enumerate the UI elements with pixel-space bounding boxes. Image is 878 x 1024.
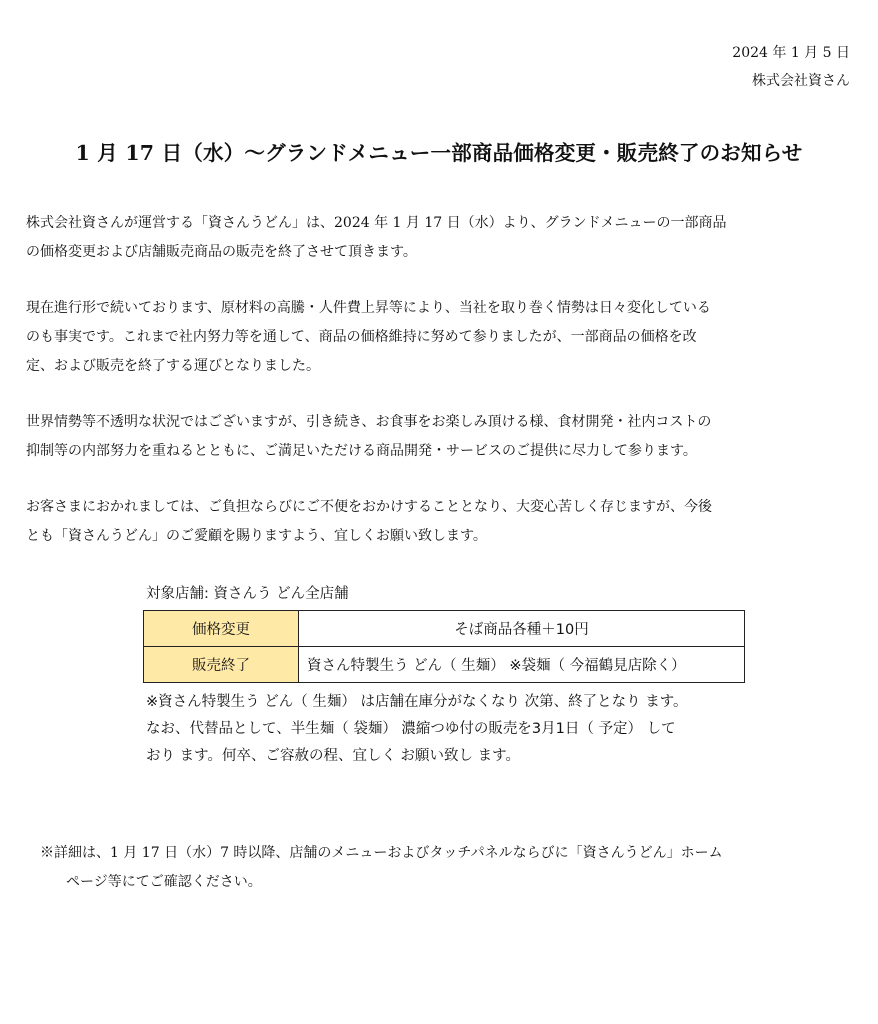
document-date: 2024 年 1 月 5 日 [732,45,850,61]
target-stores: 対象店舗: 資さんう どん全店舗 [146,586,349,602]
detail-line: ページ等にてご確認ください。 [66,874,262,890]
page-title: 1 月 17 日（水）～グランドメニュー一部商品価格変更・販売終了のお知らせ [75,141,803,165]
paragraph-line: 現在進行形で続いております、原材料の高騰・人件費上昇等により、当社を取り巻く情勢は日々変化している [26,300,711,316]
note-line: ※資さん特製生う どん（ 生麺） は店舗在庫分がなくなり 次第、終了となり ます。 [146,694,688,710]
note-line: おり ます。何卒、ご容赦の程、宜しく お願い致し ます。 [146,748,521,764]
detail-note [40,839,723,897]
paragraph-effort [26,408,852,466]
table-row [144,647,745,683]
paragraph-line: 抑制等の内部努力を重ねるとともに、ご満足いただける商品開発・サービスのご提供に尽力して参ります。 [26,443,697,459]
paragraph-intro [26,209,852,267]
paragraph-line: お客さまにおかれましては、ご負担ならびにご不便をおかけすることとなり、大変心苦しく存じますが、今後 [26,499,712,515]
company-name: 株式会社資さん [752,73,850,89]
table-value-cell: そば商品各種＋10円 [299,611,745,647]
note-line: なお、代替品として、半生麺（ 袋麺） 濃縮つゆ付の販売を3月1日（ 予定） して [146,721,676,737]
paragraph-line: の価格変更および店舗販売商品の販売を終了させて頂きます。 [26,244,417,260]
table-value-cell: 資さん特製生う どん（ 生麺） ※袋麺（ 今福鶴見店除く） [299,647,745,683]
paragraph-apology [26,493,852,551]
changes-table [143,610,745,683]
paragraph-line: のも事実です。これまで社内努力等を通して、商品の価格維持に努めて参りましたが、一部商品の価格を改 [26,329,697,345]
paragraph-line: 株式会社資さんが運営する「資さんうどん」は、2024 年 1 月 17 日（水）より、グランドメニューの一部商品 [26,215,727,231]
product-note [146,689,688,770]
paragraph-reason [26,294,852,381]
paragraph-line: 定、および販売を終了する運びとなりました。 [26,358,320,374]
table-row [144,611,745,647]
paragraph-line: とも「資さんうどん」のご愛顧を賜りますよう、宜しくお願い致します。 [26,528,487,544]
paragraph-line: 世界情勢等不透明な状況ではございますが、引き続き、お食事をお楽しみ頂ける様、食材開発・社内コストの [26,414,712,430]
detail-line: ※詳細は、1 月 17 日（水）7 時以降、店舗のメニューおよびタッチパネルならびに「資さんうどん」ホーム [40,845,723,861]
table-label-cell: 販売終了 [144,647,299,683]
table-label-cell: 価格変更 [144,611,299,647]
